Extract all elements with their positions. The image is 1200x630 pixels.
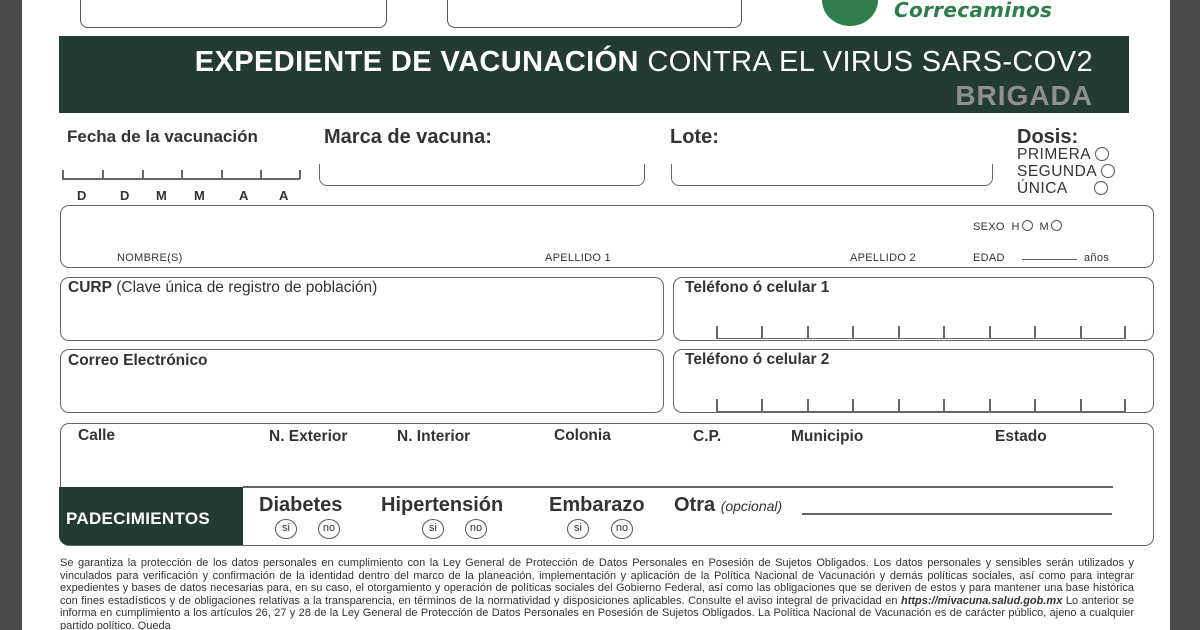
dose-first-label: PRIMERA	[1017, 146, 1091, 163]
lot-field[interactable]	[671, 164, 993, 186]
hypertension-yes-radio[interactable]: si	[422, 519, 444, 539]
dose-single-label: ÚNICA	[1017, 180, 1067, 197]
address-state-label: Estado	[995, 428, 1047, 445]
condition-other-note: (opcional)	[720, 498, 783, 514]
date-letter-d1: D	[77, 188, 87, 203]
date-letter-a2: A	[279, 188, 289, 203]
diabetes-yes-radio[interactable]: si	[275, 519, 297, 539]
date-letter-d2: D	[120, 188, 130, 203]
condition-pregnancy-label: Embarazo	[549, 494, 645, 516]
address-int-label: N. Interior	[397, 428, 471, 445]
brand-field[interactable]	[319, 164, 645, 186]
form-title-bold: EXPEDIENTE DE VACUNACIÓN	[194, 46, 639, 78]
dose-label: Dosis:	[1017, 126, 1079, 148]
name-label: NOMBRE(S)	[117, 252, 183, 264]
date-letter-a1: A	[239, 188, 249, 203]
dose-option-second[interactable]	[1017, 163, 1115, 180]
brand-label: Marca de vacuna:	[324, 126, 492, 148]
privacy-notice-text-b: Lo anterior se informa en cumplimiento a los artículos 26, 27 y 28 de la Ley General de Protección de Datos Personales en Posesión de Sujetos Obligados. La Política Nacional de Vacunación es de carácter público, ajeno a cualquier partido político. Queda	[60, 594, 1135, 630]
privacy-notice	[60, 557, 1134, 630]
conditions-header	[59, 487, 243, 545]
top-field-left[interactable]	[80, 0, 387, 28]
lot-label: Lote:	[670, 126, 719, 148]
logo-text: Correcaminos	[894, 0, 1053, 22]
phone1-digits[interactable]	[716, 327, 1126, 339]
date-label: Fecha de la vacunación	[67, 127, 258, 146]
curp-label	[68, 279, 377, 297]
sex-m-radio[interactable]	[1051, 220, 1062, 231]
address-municipality-label: Municipio	[791, 428, 864, 445]
dose-second-label: SEGUNDA	[1017, 163, 1097, 180]
age-line[interactable]	[1022, 259, 1077, 260]
date-letter-m2: M	[194, 188, 205, 203]
privacy-url-link[interactable]: https://mivacuna.salud.gob.mx	[900, 594, 1063, 607]
surname2-label: APELLIDO 2	[850, 252, 916, 264]
form-banner	[59, 36, 1129, 113]
dose-second-radio[interactable]	[1101, 164, 1115, 178]
curp-label-bold: CURP	[68, 279, 112, 296]
curp-label-rest: (Clave única de registro de población)	[116, 279, 378, 296]
form-subtitle: BRIGADA	[955, 80, 1093, 111]
pregnancy-no-radio[interactable]: no	[611, 519, 633, 539]
email-label: Correo Electrónico	[68, 352, 208, 369]
pregnancy-yes-radio[interactable]: si	[567, 519, 589, 539]
correcaminos-logo	[802, 0, 1102, 28]
age-unit: años	[1084, 252, 1110, 264]
sex-h-radio[interactable]	[1022, 220, 1033, 231]
address-divider	[243, 486, 1113, 488]
dose-option-first[interactable]	[1017, 146, 1115, 163]
age-label: EDAD	[973, 252, 1005, 264]
address-colony-label: Colonia	[554, 427, 611, 444]
dose-first-radio[interactable]	[1095, 147, 1109, 161]
condition-diabetes-label: Diabetes	[259, 494, 343, 516]
phone2-digits[interactable]	[716, 400, 1126, 412]
diabetes-no-radio[interactable]: no	[318, 519, 340, 539]
hypertension-no-radio[interactable]: no	[465, 519, 487, 539]
dose-single-radio[interactable]	[1094, 181, 1108, 195]
date-letter-m1: M	[156, 188, 167, 203]
sex-m-label: M	[1039, 221, 1049, 233]
sex-h-label: H	[1011, 221, 1020, 233]
address-ext-label: N. Exterior	[269, 428, 348, 445]
surname1-label: APELLIDO 1	[545, 252, 611, 264]
dose-option-single[interactable]	[1017, 180, 1115, 197]
condition-hypertension-label: Hipertensión	[381, 494, 504, 516]
phone1-label: Teléfono ó celular 1	[685, 279, 830, 296]
address-zip-label: C.P.	[693, 428, 722, 445]
dose-options	[1017, 146, 1115, 197]
privacy-notice-text-a: Se garantiza la protección de los datos personales en cumplimiento con la Ley General de Protección de Datos Personales en Posesión de Sujetos Obligados. Los datos personales y sensibles serán utilizados y vinculados para verificación y confirmación de la identidad dentro del marco de la planeación, implementación y aplicación de la Política Nacional de Vacunación y demás políticas sociales, así como para integrar expedientes y bases de datos necesarias para, en su caso, el otorgamiento y operación de políticas sociales del Gobierno Federal, así como las obligaciones que se deriven de estos y para mantener una base histórica con fines estadísticos y de obligaciones relativas a la transparencia, en términos de la normatividad y disposiciones aplicables. Consulte el aviso integral de privacidad en	[60, 557, 1134, 607]
form-title-rest: CONTRA EL VIRUS SARS-COV2	[647, 46, 1093, 78]
condition-other-label	[674, 494, 782, 517]
phone2-label: Teléfono ó celular 2	[685, 351, 830, 368]
conditions-label: PADECIMIENTOS	[66, 509, 211, 528]
vaccination-form-sheet	[22, 0, 1170, 630]
other-condition-field[interactable]	[802, 513, 1112, 515]
sex-field	[973, 220, 1062, 233]
condition-other-text: Otra	[674, 494, 716, 516]
form-title	[195, 46, 1093, 79]
sex-label: SEXO	[973, 221, 1005, 233]
address-street-label: Calle	[78, 427, 116, 444]
top-field-right[interactable]	[447, 0, 742, 28]
logo-emblem-icon	[822, 0, 878, 26]
